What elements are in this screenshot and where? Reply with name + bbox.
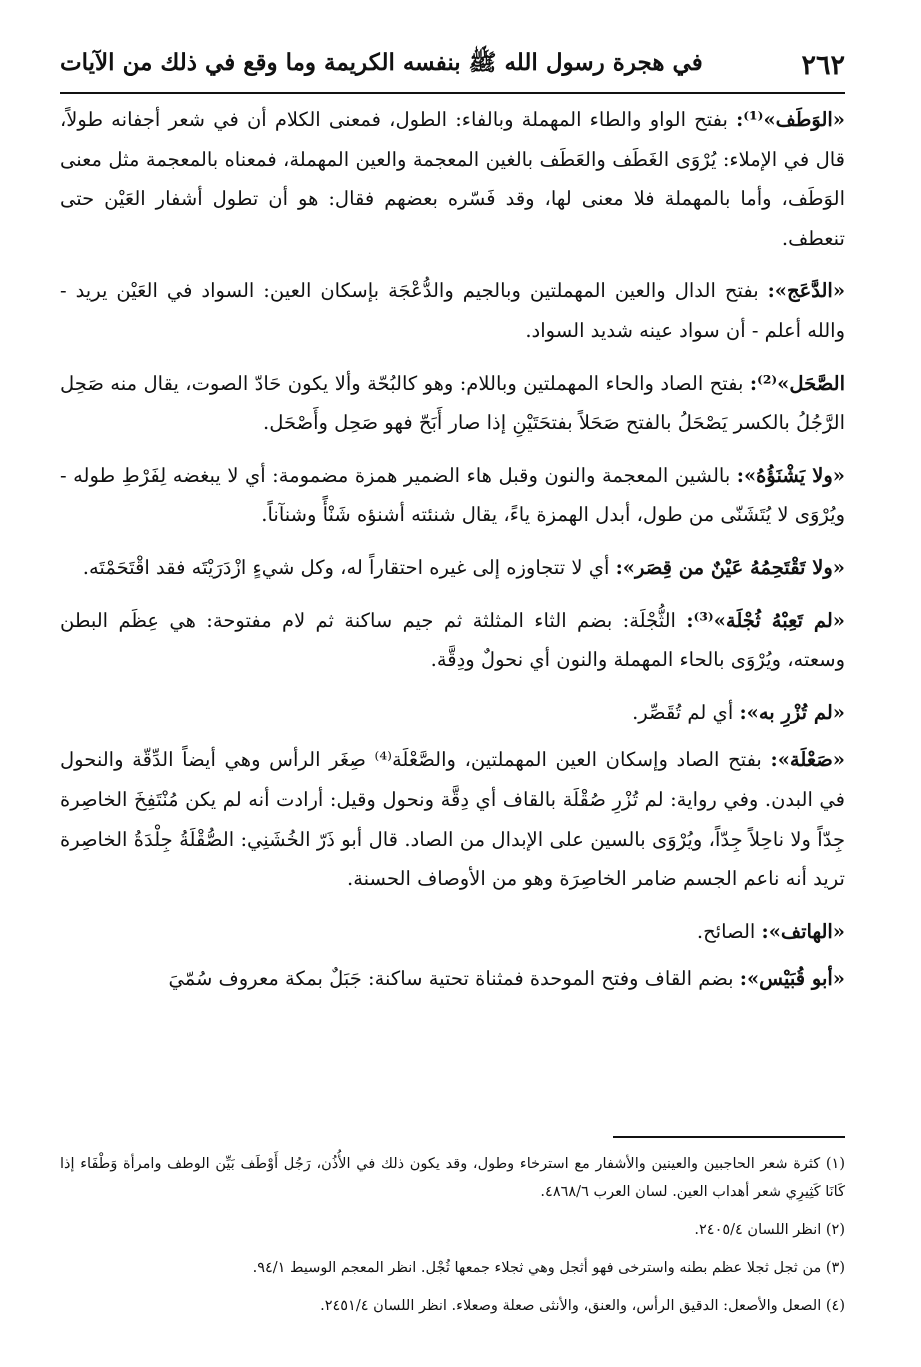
entry-term: «لم تَعِبْهُ ثُجْلَة»⁽³⁾:	[686, 608, 845, 632]
entry-term: «الدَّعَج»:	[767, 279, 845, 303]
paragraph-taqtahimuhu	[60, 548, 845, 588]
paragraph-daaj	[60, 271, 845, 350]
entry-term: «لم تُزْرِ به»:	[739, 700, 845, 724]
entry-text: بفتح الدال والعين المهملتين وبالجيم والدُّعْجَة بإسكان العين: السواد في العَيْن يريد - والله أعلم - أن سواد عينه شديد السواد.	[60, 279, 845, 342]
entry-text: الثُّجْلَة: بضم الثاء المثلثة ثم جيم ساكنة ثم لام مفتوحة: هي عِظَم البطن وسعته، ويُرْوَى بالحاء المهملة والنون أي نحولٌ ودِقَّة.	[60, 608, 845, 672]
page-header	[60, 42, 845, 94]
entry-text: بضم القاف وفتح الموحدة فمثناة تحتية ساكنة: جَبَلٌ بمكة معروف سُمّيَ	[168, 967, 740, 991]
footnotes	[60, 1150, 845, 1330]
paragraph-yashnauhu	[60, 456, 845, 535]
footnote-2: (٢) انظر اللسان ٢٤٠٥/٤.	[694, 1222, 845, 1238]
entry-text: بفتح الصاد والحاء المهملتين وباللام: وهو كالبُحّة وألا يكون حَادّ الصوت، يقال منه صَحِل الرَّجُلُ بالكسر يَصْحَلُ بالفتح صَحَلاً بفتحَتَيْنِ إذا صار أَبَحّ فهو صَحِل وأَصْحَل.	[60, 371, 845, 435]
paragraph-tuzri	[60, 693, 845, 733]
entry-term: «ولا تَقْتَحِمُهُ عَيْنٌ من قِصَر»:	[615, 555, 845, 579]
entry-text: بفتح الصاد وإسكان العين المهملتين، والصَّعْلَة⁽⁴⁾ صِغَر الرأس وهي أيضاً الدِّقّة والنحول في البدن. وفي رواية: لم تُزْرِ صُقْلَة بالقاف أي دِقَّة ونحول وقيل: أرادت أنه لم يكن مُنْتَفِخَ الخاصِرة جِدّاً ولا ناحِلاً جِدّاً، ويُرْوَى بالسين على الإبدال من الصاد. قال أبو ذَرّ الخُشَنِي: الصُّقْلَةُ جِلْدَةُ الخاصِرة تريد أنه ناعم الجسم ضامر الخاصِرَة وهو من الأوصاف الحسنة.	[60, 748, 845, 891]
main-text	[60, 100, 845, 1012]
footnote-separator	[613, 1136, 845, 1138]
entry-term: «ولا يَشْنَؤُهُ»:	[736, 463, 845, 487]
entry-term: الصَّحَل»⁽²⁾:	[749, 371, 845, 395]
paragraph-sahal	[60, 364, 845, 443]
entry-term: «صَعْلَة»:	[770, 748, 845, 772]
running-title: في هجرة رسول الله ﷺ بنفسه الكريمة وما وقع في ذلك من الآيات	[60, 49, 703, 76]
entry-term: «الوَطَف»⁽¹⁾:	[736, 108, 845, 131]
paragraph-watf	[60, 100, 845, 258]
entry-text: أي لم تُقَصِّر.	[632, 700, 740, 724]
entry-term: «أبو قُبَيْس»:	[739, 967, 845, 991]
footnote-1: (١) كثرة شعر الحاجبين والعينين والأشفار مع استرخاء وطول، وقد يكون ذلك في الأُذُن، رَجُل أَوْطَف بَيِّن الوطف وامرأة وَطْفَاء إذا كَانَا كَثِيرِي شعر أهداب العين. لسان العرب ٤٨٦٨/٦.	[60, 1156, 845, 1200]
footnote-4: (٤) الصعل والأصعل: الدقيق الرأس، والعنق، والأنثى صعلة وصعلاء. انظر اللسان ٢٤٥١/٤.	[320, 1298, 845, 1314]
entry-term: «الهاتف»:	[761, 919, 845, 943]
footnote-3: (٣) من ثجل ثجلا عظم بطنه واسترخى فهو أثجل وهي ثجلاء جمعها ثُجْل. انظر المعجم الوسيط ٩٤/١.	[252, 1260, 845, 1276]
paragraph-hatif	[60, 912, 845, 952]
entry-text: بفتح الواو والطاء المهملة وبالفاء: الطول، فمعنى الكلام أن في شعر أجفانه طولاً، قال في الإملاء: يُرْوَى الغَطَف والعَطَف بالغين المعجمة والعين المهملة، فمعناه بالمعجمة مثل معنى الوَطَف، وأما بالمهملة فلا معنى لها، وقد فَسّره بعضهم فقال: هو أن تطول أشفار العَيْن حتى تنعطف.	[60, 108, 845, 250]
paragraph-saala	[60, 740, 845, 898]
paragraph-thujla	[60, 601, 845, 680]
page-number: ٢٦٢	[801, 49, 845, 81]
paragraph-abu-qubais	[60, 959, 845, 999]
entry-text: أي لا تتجاوزه إلى غيره احتقاراً له، وكل شيءٍ ازْدَرَيْتَه فقد اقْتَحَمْتَه.	[82, 555, 616, 579]
entry-text: بالشين المعجمة والنون وقبل هاء الضمير همزة مضمومة: أي لا يبغضه لِفَرْطِ طوله - ويُرْوَى لا يُتَشَنّى من طول، أبدل الهمزة ياءً، يقال شنئته أشنؤه شَنْأً وشنآناً.	[60, 463, 845, 527]
entry-text: الصائح.	[696, 919, 762, 943]
